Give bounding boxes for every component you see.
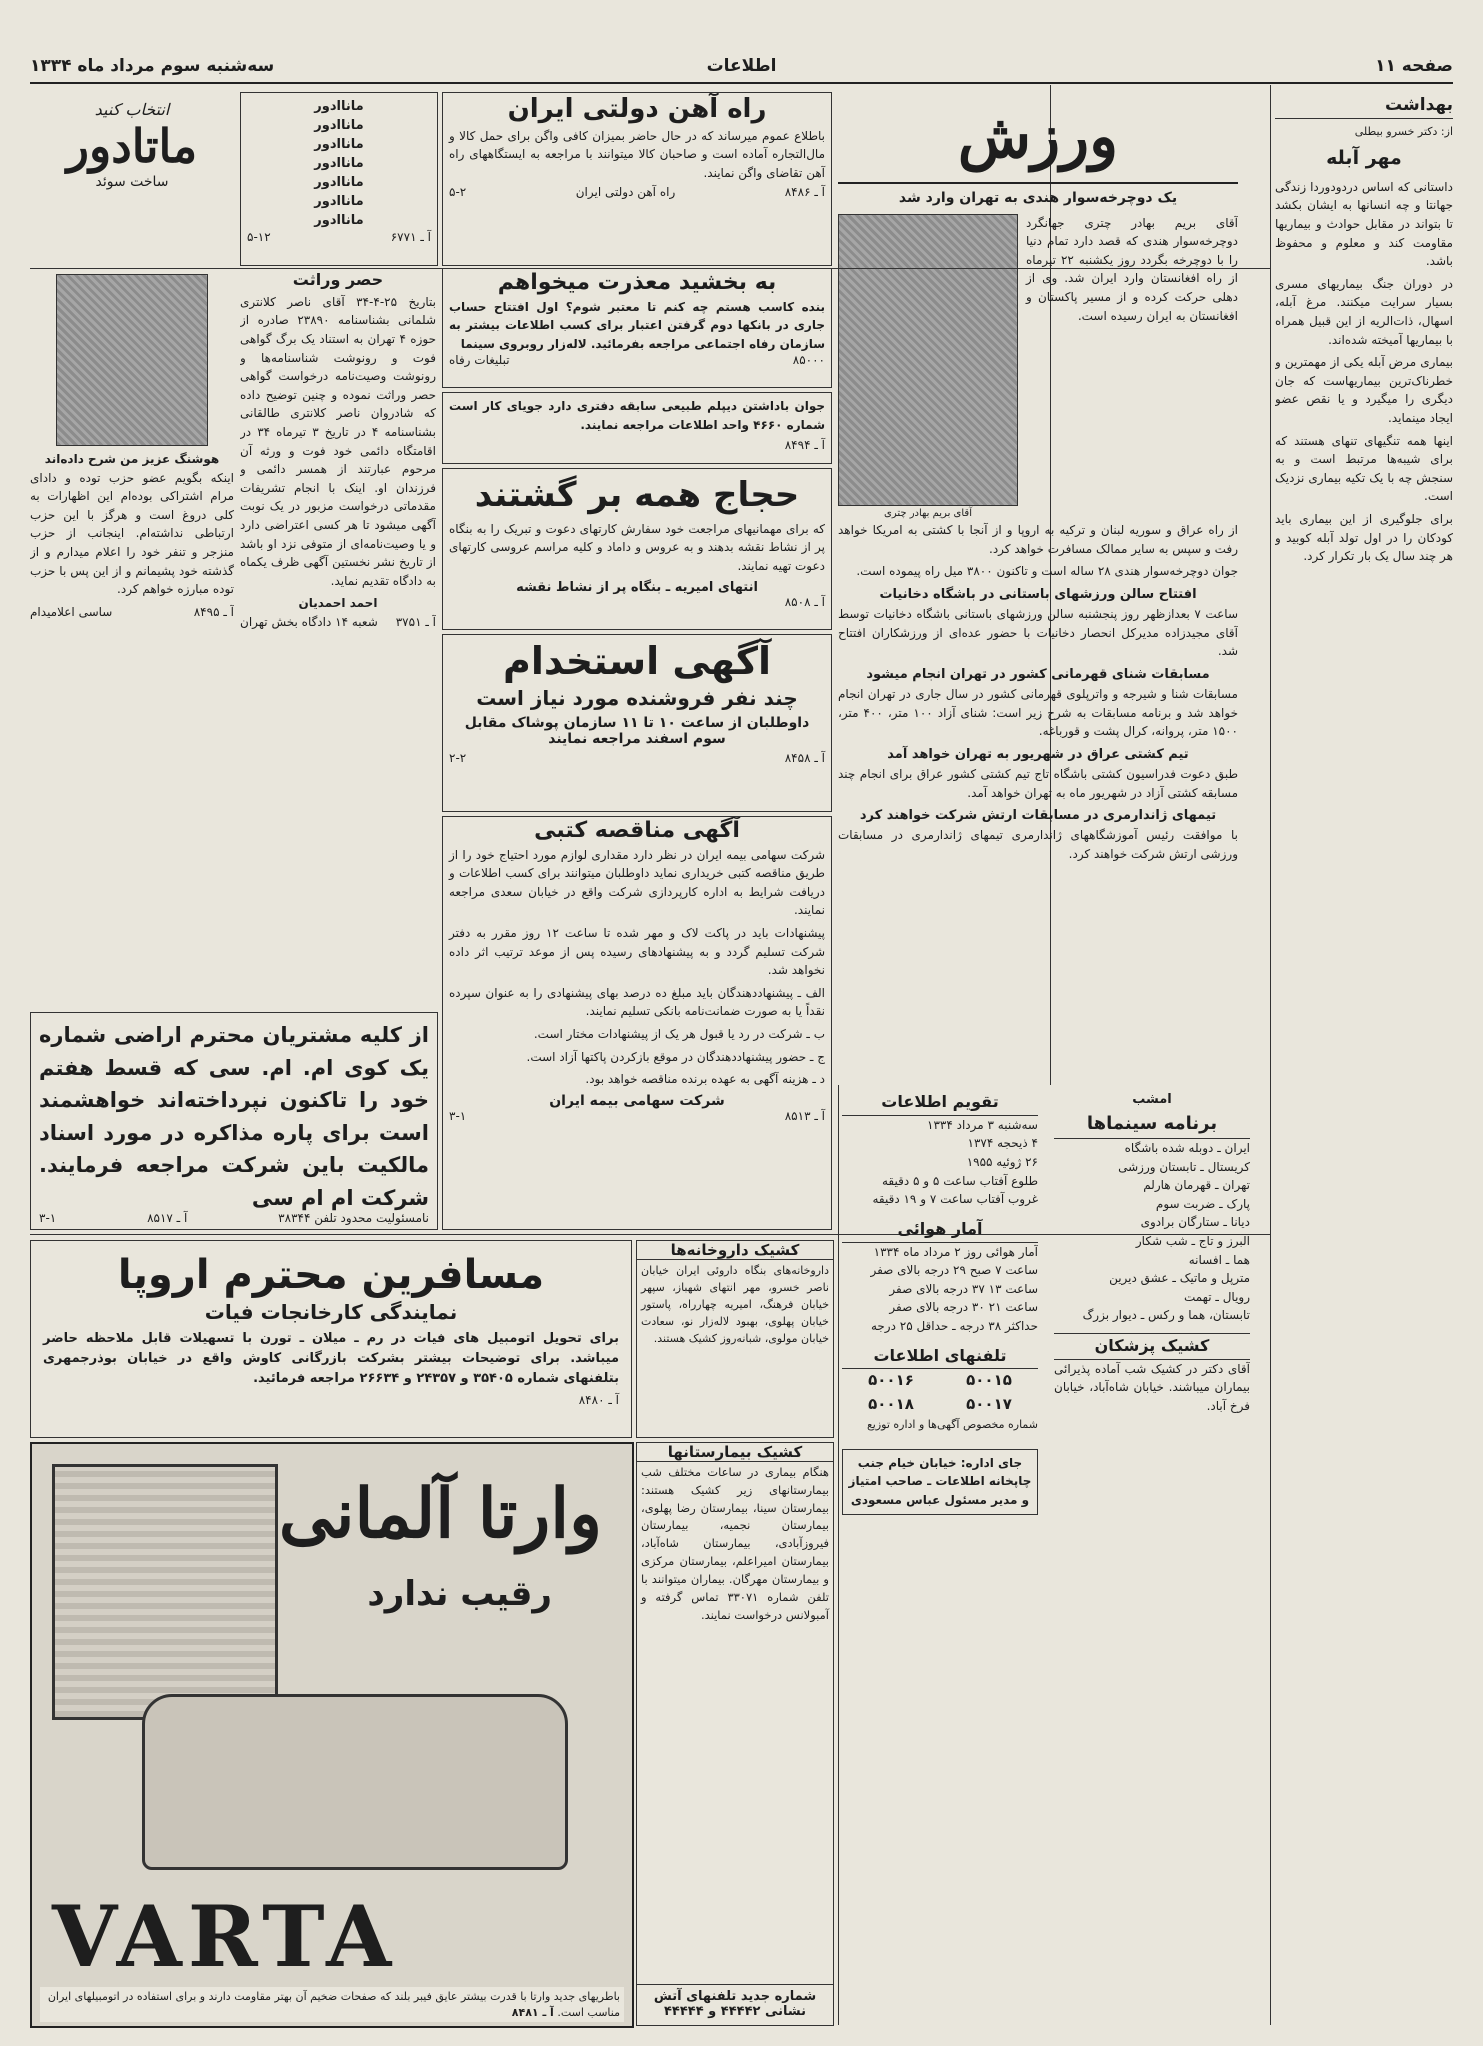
cinema-item: رویال ـ تهمت [1183,1289,1250,1304]
manadour-item: ماناادور [314,118,364,133]
brand-sub: ساخت سوئد [95,174,169,191]
hospital-text: هنگام بیماری در ساعات مختلف شب بیمارستانهای زیر کشیک هستند: بیمارستان سینا، بیمارستان رضا پهلوی، بیمارستان نجمیه، بیمارستان فیروزآبادی، بیمارستان شاه‌آباد، بیمارستان امیراعلم، بیمارستان مرکزی و بیمارستان مهرگان. بیماران میتوانند با تلفن شماره ۳۳۰۷۱ تماس گرفته و آمبولانس درخواست نمایند. [641,1465,829,1622]
hajj-ad [442,468,832,630]
inheritance-code: آ ـ ۳۷۵۱ [395,614,436,629]
job-seeker-text: جوان باداشتن دیپلم طبیعی سابقه دفتری دارد جویای کار است شماره ۴۶۶۰ واحد اطلاعات مراجعه نمایند. [449,399,825,432]
tender-paragraph: پیشنهادات باید در پاکت لاک و مهر شده تا ساعت ۱۲ روز مقرر به دفتر شرکت تسلیم گردد و به پیشنهادهای رسیده پس از موعد ترتیب اثر داده نخواهد شد. [449,925,826,978]
tender-paragraph: ج ـ حضور پیشنهاددهندگان در موقع بازکردن پاکتها آزاد است. [526,1049,825,1064]
weather-row: ساعت ۲۱ ۳۰ درجه بالای صفر [889,1300,1038,1315]
photo-caption: آقای بریم بهادر چتری [884,507,972,519]
varta-footer-wrap [40,1987,624,2022]
tender-code: آ ـ ۸۵۱۳ [784,1108,825,1123]
tender-paragraph: الف ـ پیشنهاددهندگان باید مبلغ ده درصد بهای پیشنهادی را به عنوان سپرده نقداً یا به صورت ضمانت‌نامه بانکی تسلیم نمایند. [449,985,825,1019]
health-author: از: دکتر خسرو بیطلی [1354,125,1453,139]
fire-phones: شماره جدید تلفنهای آتش نشانی ۴۴۴۴۲ و ۴۴۴۴۴ [637,1984,833,2019]
apology-title: به بخشید معذرت میخواهم [497,270,777,295]
fiat-code: آ ـ ۸۴۸۰ [578,1393,619,1408]
manadour-item: ماناادور [314,137,364,152]
cinema-item: ایران ـ دوبله شده باشگاه [1124,1141,1250,1156]
weather-row: ساعت ۷ صبح ۲۹ درجه بالای صفر [870,1263,1038,1278]
statement-code: آ ـ ۸۴۹۵ [193,604,234,619]
hospital-box [636,1442,834,2026]
job-seeker-code: آ ـ ۸۴۹۴ [784,438,825,453]
issue-date: سه‌شنبه سوم مرداد ماه ۱۳۳۴ [30,56,275,76]
calendar-row: ۴ ذیحجه ۱۳۷۴ [967,1136,1038,1151]
land-text: از کلیه مشتریان محترم اراضی شماره یک کوی ام. ام. سی که قسط هفتم خود را تاکنون نپرداخته‌اند خواهشمند است برای پاره مذاکره در مورد اسناد مالکیت باین شرکت مراجعه فرمایند. شرکت ام ام سی [39,1023,429,1210]
cinema-tonight: امشب [1132,1092,1172,1107]
calendar-row: غروب آفتاب ساعت ۷ و ۱۹ دقیقه [872,1192,1038,1207]
tender-sign: شرکت سهامی بیمه ایران [549,1092,725,1109]
hospital-title: کشیک بیمارستانها [637,1443,833,1462]
health-title: مهر آبله [1326,147,1402,170]
page-number: صفحه ۱۱ [1375,56,1453,76]
railway-ad [442,92,832,266]
wrestle-title: تیم کشتی عراق در شهریور به تهران خواهد آمد [887,746,1189,762]
imprint: جای اداره: خیابان خیام جنب چاپخانه اطلاعات ـ صاحب امتیاز و مدیر مسئول عباس مسعودی [842,1449,1038,1515]
club-title: افتتاح سالن ورزشهای باستانی در باشگاه دخانیات [879,586,1197,602]
cinema-item: تابستان، هما و رکس ـ دیوار بزرگ [1082,1308,1250,1323]
cinema-item: کریستال ـ تابستان ورزشی [1118,1159,1250,1174]
army-text: با موافقت رئیس آموزشگاههای ژاندارمری تیمهای ژاندارمری در مسابقات ورزشی ارتش شرکت خواهند کرد. [838,828,1238,861]
sports-paragraph: از راه عراق و سوریه لبنان و ترکیه به اروپا و از آنجا با کشتی به امریکا خواهد رفت و سپس به سایر ممالک مسافرت خواهد کرد. [838,523,1238,556]
wrestle-text: طبق دعوت فدراسیون کشتی باشگاه تاج تیم کشتی کشور عراق برای انجام چند مسابقه کشتی آزاد در شهریور ماه به تهران خواهد آمد. [838,766,1238,800]
hajj-title: حجاج همه بر گشتند [474,475,800,515]
health-section-title: بهداشت [1275,92,1453,119]
manadour-item: ماناادور [314,156,364,171]
cinema-item: مترپل و ماتیک ـ عشق دیرین [1109,1271,1250,1286]
cinema-item: تهران ـ قهرمان هارلم [1143,1178,1250,1193]
apology-code: ۸۵۰۰۰ [792,353,825,368]
railway-title: راه آهن دولتی ایران [507,94,767,124]
tender-paragraph: شرکت سهامی بیمه ایران در نظر دارد مقداری لوازم مورد احتیاج خود را از طریق مناقصه کتبی خریداری نماید داوطلبان میتوانند برای کسب اطلاعات و دریافت شرایط به اداره کارپردازی شرکت واقع در خیابان سعدی مراجعه نمایند. [449,847,825,918]
cinema-title: برنامه سینماها [1054,1110,1250,1139]
army-title: تیمهای ژاندارمری در مسابقات ارتش شرکت خواهند کرد [859,808,1217,824]
health-paragraph: داستانی که اساس دردودوردا زندگی جهانتا و چه انسانها به ایشان بکشد تا بتواند در مقابل حوادث و بیماریها مقاومت کند و معلوم و محفوظ باشد. [1275,179,1453,269]
info-column [842,1090,1038,2020]
railway-sign: راه آهن دولتی ایران [575,184,676,199]
phones-title: تلفنهای اطلاعات [842,1344,1038,1370]
club-text: ساعت ۷ بعدازظهر روز پنجشنبه سالن ورزشهای باستانی باشگاه دخانیات توسط آقای مجیدزاده مدیرکل انحصار دخانیات با حضور عده‌ای از ورزشکاران افتتاح شد. [838,607,1238,659]
doctors-text: آقای دکتر در کشیک شب آماده پذیرائی بیماران میباشند. خیابان شاه‌آباد، خیابان فرخ آباد. [1054,1361,1250,1413]
health-paragraph: در دوران جنگ بیماریهای مسری بسیار سرایت میکنند. مرغ آبله، اسهال، ذات‌الریه از این قبیل همراه با بیماریها آمیخته شده‌اند. [1275,276,1453,347]
land-notice [30,1012,438,1230]
fiat-body: برای تحویل اتومبیل های فیات در رم ـ میلان ـ تورن با تسهیلات قابل ملاحظه حاضر میباشد. برای توضیحات بیشتر بشرکت بازرگانی کاوش واقع در خیابان بوذرجمهری بتلفنهای شماره ۳۵۴۰۵ و ۲۴۳۵۷ و ۲۶۶۳۴ مراجعه فرمائید. [43,1331,619,1387]
cinema-item: البرز و تاج ـ شب شکار [1135,1234,1250,1248]
weather-title: آمار هوائی [842,1217,1038,1243]
phone-number: ۵۰۰۱۸ [868,1394,914,1413]
hiring-sub: چند نفر فروشنده مورد نیاز است [476,685,798,710]
inheritance-title: حصر وراثت [292,270,384,289]
manadour-no: ۵-۱۲ [247,230,271,244]
cinema-item: پارک ـ ضربت سوم [1155,1196,1250,1211]
manadour-code: آ ـ ۶۷۷۱ [390,230,431,244]
hiring-ad [442,634,832,812]
cinema-item: هما ـ افسانه [1188,1252,1250,1267]
inheritance-judge: احمد احمدیان [298,596,378,611]
calendar-row: سه‌شنبه ۳ مرداد ۱۳۳۴ [927,1117,1038,1132]
railway-code: آ ـ ۸۴۸۶ [784,184,825,199]
calendar-row: طلوع آفتاب ساعت ۵ و ۵ دقیقه [882,1173,1038,1188]
phone-number: ۵۰۰۱۵ [966,1371,1012,1390]
apology-body: بنده کاسب هستم چه کنم تا معتبر شوم؟ اول افتتاح حساب جاری در بانکها دوم گرفتن اعتبار برای کسب اطلاعات بیشتر به سازمان رفاه اجتماعی مراجعه بفرمائید. لاله‌زار روبروی سینما [449,299,825,351]
weather-row: ساعت ۱۳ ۳۷ درجه بالای صفر [889,1281,1038,1296]
brand-logo-box [30,92,234,264]
column-rule [838,1085,839,2025]
fiat-ad [30,1240,632,1438]
calendar-title: تقویم اطلاعات [842,1090,1038,1116]
land-footer: نامسئولیت محدود تلفن ۳۸۳۴۴ [278,1211,429,1225]
fiat-title: مسافرین محترم اروپا [117,1252,545,1298]
inheritance-column [240,268,436,1006]
brand-slogan: انتخاب کنید [94,100,170,119]
brand-name: ماتادور [66,119,198,173]
hajj-code: آ ـ ۸۵۰۸ [784,594,825,609]
varta-ad [30,1442,634,2028]
statement-sign: ساسی اعلامیدام [30,604,113,619]
manadour-item: ماناادور [314,194,364,209]
cyclist-photo [838,214,1018,506]
health-paragraph: اینها همه تنگیهای تنهای هستند که برای شیبه‌ها مرتبط است و به سنجش چه با یک تکیه بیماری نزدیک است. [1275,433,1453,504]
battery-icon [52,1464,278,1720]
weather-text: آمار هوائی روز ۲ مرداد ماه ۱۳۳۴ [873,1244,1038,1259]
hiring-no: ۲-۲ [449,750,467,765]
tender-ad [442,816,832,1230]
doctors-title: کشیک پزشکان [1054,1333,1250,1360]
champ-text: مسابقات شنا و شیرجه و واترپلوی قهرمانی کشور در سال جاری در تهران انجام خواهد شد و برنامه مسابقات به شرح زیر است: شنای آزاد ۱۰۰ متر، ۴۰۰ متر، ۱۵۰۰ متر، پروانه، کرال پشت و قورباغه. [838,687,1238,739]
pharmacy-text: داروخانه‌های بنگاه داروئی ایران خیابان ناصر خسرو، مهر انتهای شهباز، سپهر خیابان فرهنگ، امیریه چهارراه، پاستور خیابان پهلوی، بهبود لاله‌زار نو، سعادت خیابان مولوی، شبانه‌روز کشیک هستند. [641,1264,829,1346]
health-paragraph: برای جلوگیری از این بیماری باید کودکان را در اول تولد آبله کوبید و هر چند سال یک بار تکرار کرد. [1275,511,1453,564]
health-column [1275,92,1453,2022]
sports-column [838,92,1238,1082]
tender-title: آگهی مناقصه کتبی [534,818,740,843]
statement-text: اینکه بگویم عضو حزب توده و دادای مرام اشتراکی بوده‌ام این اظهارات به کلی دروغ است و هرگز با این حزب ارتباطی نداشته‌ام. اینجانب از حزب منزجر و تنفر خود را اعلام میدارم و از گذشته خود پشیمانم و از این پس با حزب توده مبارزه خواهم کرد. [30,470,234,597]
portrait-photo [56,274,208,446]
manadour-item: ماناادور [314,99,364,114]
varta-sub: رقیب ندارد [367,1574,552,1614]
manadour-item: ماناادور [314,175,364,190]
tender-no: ۳-۱ [449,1108,467,1123]
inheritance-text: بتاریخ ۲۵-۴-۳۴ آقای ناصر کلانتری شلمانی بشناسنامه ۲۳۸۹۰ صادره از حوزه ۴ تهران به استناد یک برگ گواهی فوت و رونوشت شناسنامه‌ها و رونوشت وصیت‌نامه درخواست گواهی حصر وراثت نموده و چنین توضیح داده که شادروان ناصر کلانتری طالقانی بشناسنامه ۴ در تاریخ ۳ تیرماه ۳۴ در اقامتگاه دائمی خود فوت و ورثه آن مرحوم عبارتند از همسر دائمی و فرزندان او. اینک با انجام تشریفات مقدماتی درخواست مزبور در یک نوبت آگهی میشود تا هر کسی اعتراضی دارد و یا وصیت‌نامه‌ای از متوفی نزد او باشد از تاریخ نشر نخستین آگهی ظرف یکماه به دادگاه تقدیم نماید. [240,294,436,588]
pharmacy-title: کشیک داروخانه‌ها [637,1241,833,1260]
phones-note: شماره مخصوص آگهی‌ها و اداره توزیع [866,1417,1038,1431]
cinema-column [1054,1090,1250,2020]
statement-caption: هوشنگ عزیز من شرح داده‌اند [44,452,220,466]
apology-ad [442,268,832,388]
cinema-item: دیانا ـ ستارگان برادوی [1140,1215,1250,1230]
fiat-sub: نمایندگی کارخانجات فیات [204,1300,458,1324]
weather-row: حداکثر ۳۸ درجه ـ حداقل ۲۵ درجه [870,1318,1038,1333]
varta-brand: VARTA [52,1887,398,1986]
varta-footer: باطریهای جدید وارتا با قدرت بیشتر عایق فیبر بلند که صفحات ضخیم آن بهتر مقاومت دارند و برای استفاده در اتومبیلهای ایران مناسب است. [47,1990,620,2019]
apology-sign: تبلیغات رفاه [449,353,510,368]
champ-title: مسابقات شنای قهرمانی کشور در تهران انجام میشود [866,666,1210,682]
health-paragraph: بیماری مرض آبله یکی از مهمترین و خطرناک‌ترین بیماریهاست که جان دیگری را میگیرد و یا نقص عضو ایجاد مینماید. [1275,355,1453,425]
tender-paragraph: د ـ هزینه آگهی به عهده برنده مناقصه خواهد بود. [585,1072,825,1087]
railway-no: ۵-۲ [449,184,467,199]
varta-code: آ ـ ۸۴۸۱ [511,2005,554,2019]
hajj-body: که برای مهمانیهای مراجعت خود سفارش کارتهای دعوت و تبریک را به بنگاه پر از نشاط نقشه بدهند و به عروس و داماد و کلیه مراسم عروسی کارتهای دعوت تهیه نمایند. [449,521,825,573]
pharmacy-box [636,1240,834,1438]
statement-column [30,268,234,1006]
calendar-row: ۲۶ ژوئیه ۱۹۵۵ [966,1154,1038,1169]
land-no: ۳-۱ [39,1211,57,1225]
page-header [30,48,1453,84]
phone-number: ۵۰۰۱۷ [966,1394,1012,1413]
hajj-address: انتهای امیریه ـ بنگاه پر از نشاط نقشه [516,579,758,595]
truck-icon [142,1694,568,1870]
hiring-code: آ ـ ۸۴۵۸ [784,750,825,765]
column-rule [1270,85,1271,2025]
land-code: آ ـ ۸۵۱۷ [147,1211,188,1225]
hiring-body: داوطلبان از ساعت ۱۰ تا ۱۱ سازمان پوشاک مقابل سوم اسفند مراجعه نمایند [464,714,810,747]
job-seeker-ad [442,392,832,464]
sports-headline: یک دوچرخه‌سوار هندی به تهران وارد شد [898,190,1178,206]
paper-name: اطلاعات [706,56,777,76]
varta-headline: وارتا آلمانی [278,1474,602,1554]
railway-body: باطلاع عموم میرساند که در حال حاضر بمیزان کافی واگن برای حمل کالا و مال‌التجاره آماده است و صاحبان کالا میتوانند با مراجعه به ایستگاههای راه آهن تقاضای واگن نمایند. [449,128,825,180]
manadour-ad [240,92,438,266]
sports-paragraph: جوان دوچرخه‌سوار هندی ۲۸ ساله است و تاکنون ۳۸۰۰ میل راه پیموده است. [856,564,1238,579]
tender-paragraph: ب ـ شرکت در رد یا قبول هر یک از پیشنهادات مختار است. [533,1026,825,1041]
phone-number: ۵۰۰۱۶ [868,1371,914,1390]
hiring-title: آگهی استخدام [502,639,771,683]
manadour-item: ماناادور [314,213,364,228]
sports-body: آقای بریم بهادر چتری جهانگرد دوچرخه‌سوار هندی که قصد دارد تمام دنیا را با دوچرخه بگردد روز یکشنبه ۲۲ تیرماه از راه افغانستان وارد ایران شد. وی از دهلی حرکت کرده و از مسیر پاکستان و افغانستان به ایران رسیده است. [1026,215,1238,323]
inheritance-sign: شعبه ۱۴ دادگاه بخش تهران [240,614,378,629]
sports-logo: ورزش [838,92,1238,184]
